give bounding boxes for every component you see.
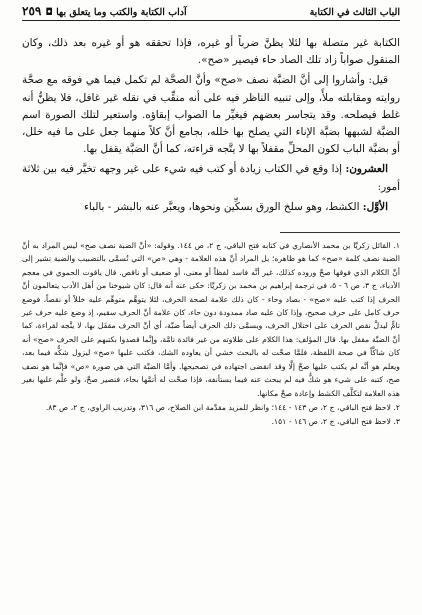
footnote-3: ٣. لاحظ فتح الباقي، ج ٢، ص ١٤٦ - ١٥١.	[271, 417, 400, 427]
footnotes	[22, 239, 400, 429]
paragraph-1: الكتابة غير متصلة بها لئلا يظنَّ ضرباً أو غيره، فإذا تحققه هو أو غيره بعد ذلك، وكان المنقول صواباً زاد تلك الصاد حاء فيصير «صح».	[22, 37, 400, 67]
header-right-title: الباب الثالث في الكتابة	[309, 7, 400, 18]
paragraph-3-text: إذا وقع في الكتاب زيادة أو كتب فيه شيء على غير وجهه تخيَّر فيه بين ثلاثة أمور:	[22, 163, 400, 193]
paragraph-3	[22, 161, 400, 195]
section-heading-twentieth: العشرون:	[345, 163, 388, 176]
running-header	[22, 4, 400, 21]
paragraph-2: قيل: وأشاروا إلى أنَّ الضبَّة نصف «صح» وأنَّ الصحَّة لم تكمل فيما هي فوقه مع صحَّة روايته ومقابلته ملأً، وإلى تنبيه الناظر فيه على أنه منقِّب في نقله غير غافل، فلا يظنُّ أنه غلط فيصلحه. وقد يتجاسر بعضهم فيغيِّر ما الصواب إبقاؤه. واستعير لتلك الصورة اسم الضبَّة لشبهها بضبَّة الإناء التي يصلح بها خلله، بجامع أنَّ كلاً منهما جعل على ما فيه خلل، أو بضبَّة الباب لكون المحلِّ مقفلاً بها لا يتَّجه قراءته، كما أنَّ الضبَّة يقفل بها.	[22, 74, 400, 156]
paragraph-4-text: الكشط، وهو سلخ الورق بسكِّين ونحوها، ويعبَّر عنه بالبشر - بالباء	[84, 200, 360, 213]
section-heading-first: الأوَّل:	[362, 200, 388, 213]
header-left-title: آداب الكتابة والكتب وما يتعلق بها ◘	[45, 7, 187, 18]
footnote-2: ٢. لاحظ فتح الباقي، ج ٢، ص ١٤٣ - ١٤٤؛ وانظر للمزيد مقدَّمة ابن الصلاح، ص ٣١٦، وتدريب الراوي، ج ٢، ص ٨٣.	[45, 402, 400, 412]
footnote-1: ١. القائل زكريَّا بن محمد الأنصاري في كتابه فتح الباقي، ج ٢، ص ١٤٤. وقوله: «أنَّ الضبة نصف صح» ليس المراد به أنَّ الضبة نصف كلمة «صح» كما هو ظاهره؛ بل المراد أنَّ هذه العلامة - وهي «ص» التي تُسمَّى بالتضبيب والضبة تشير إلى أنَّ الكلام الذي فوقها صحَّ وروده كذلك، غير أنَّه فاسد لفظاً أو معنى، أو ضعيف أو ناقص. قال ياقوت الحموي في معجم الأدباء، ج ٣، ص ٦ - ٥، في ترجمة إبراهيم بن محمد بن زكريَّا: حكى عنه أنه قال: كان شيوخنا من أهل الأدب يتعالمون أنَّ الحرف إذا كتب عليه «صح» - بصاد وحاء - كان ذلك علامة لصحة الحرف، لئلا يتوهَّم متوهِّم عليه خللاً أو نقصاً، فوضع حرف كامل على حرف صحيح، وإذا كان عليه صاد ممدودة دون حاء، كان علامة أنَّ الحرف سقيم، إذ وضع عليه حرف غير تامٍّ ليدلَّ نقص الحرف على اختلال الحرف، ويسمَّى ذلك الحرف أيضاً ضبَّة، أي أنَّ الحرف مقفَل بها، لا يتَّجه لقراءة، كما أنَّ الضبَّة مقفل بها. قال المؤلف: هذا الكلام على طلاوته من غير فائدة تامَّة، وإنَّما قصدوا بكتبهم على الحرف «صح» أنه كان شاكَّاً في صحة اللفظة، فلمَّا صحَّت له بالبحث خشي أن يعاوده الشك، فكتب عليها «صح» ليزول شكُّه فيما بعد، ويعلم هو أنَّه لم يكتب عليها صحَّ إلَّا وقد انقضى اجتهاده في تصحيحها. وأمَّا الضبَّة التي هي صورة «ص» فإنَّما هو نصف صح، كتبه على شيء هو شكٌّ فيه لم يبحث عنه فيما يستأنفه، فإذا صحَّت له أتمَّها بحاء، فتصير صحَّ، ولو علَّم عليها بغير هذه العلامة لتكلَّف الكشط وإعادة صحَّ مكانها.	[22, 241, 400, 398]
footnote-separator	[280, 232, 400, 233]
page-number: ٢٥٩	[22, 4, 42, 18]
paragraph-4	[22, 199, 400, 216]
main-text	[22, 35, 400, 216]
